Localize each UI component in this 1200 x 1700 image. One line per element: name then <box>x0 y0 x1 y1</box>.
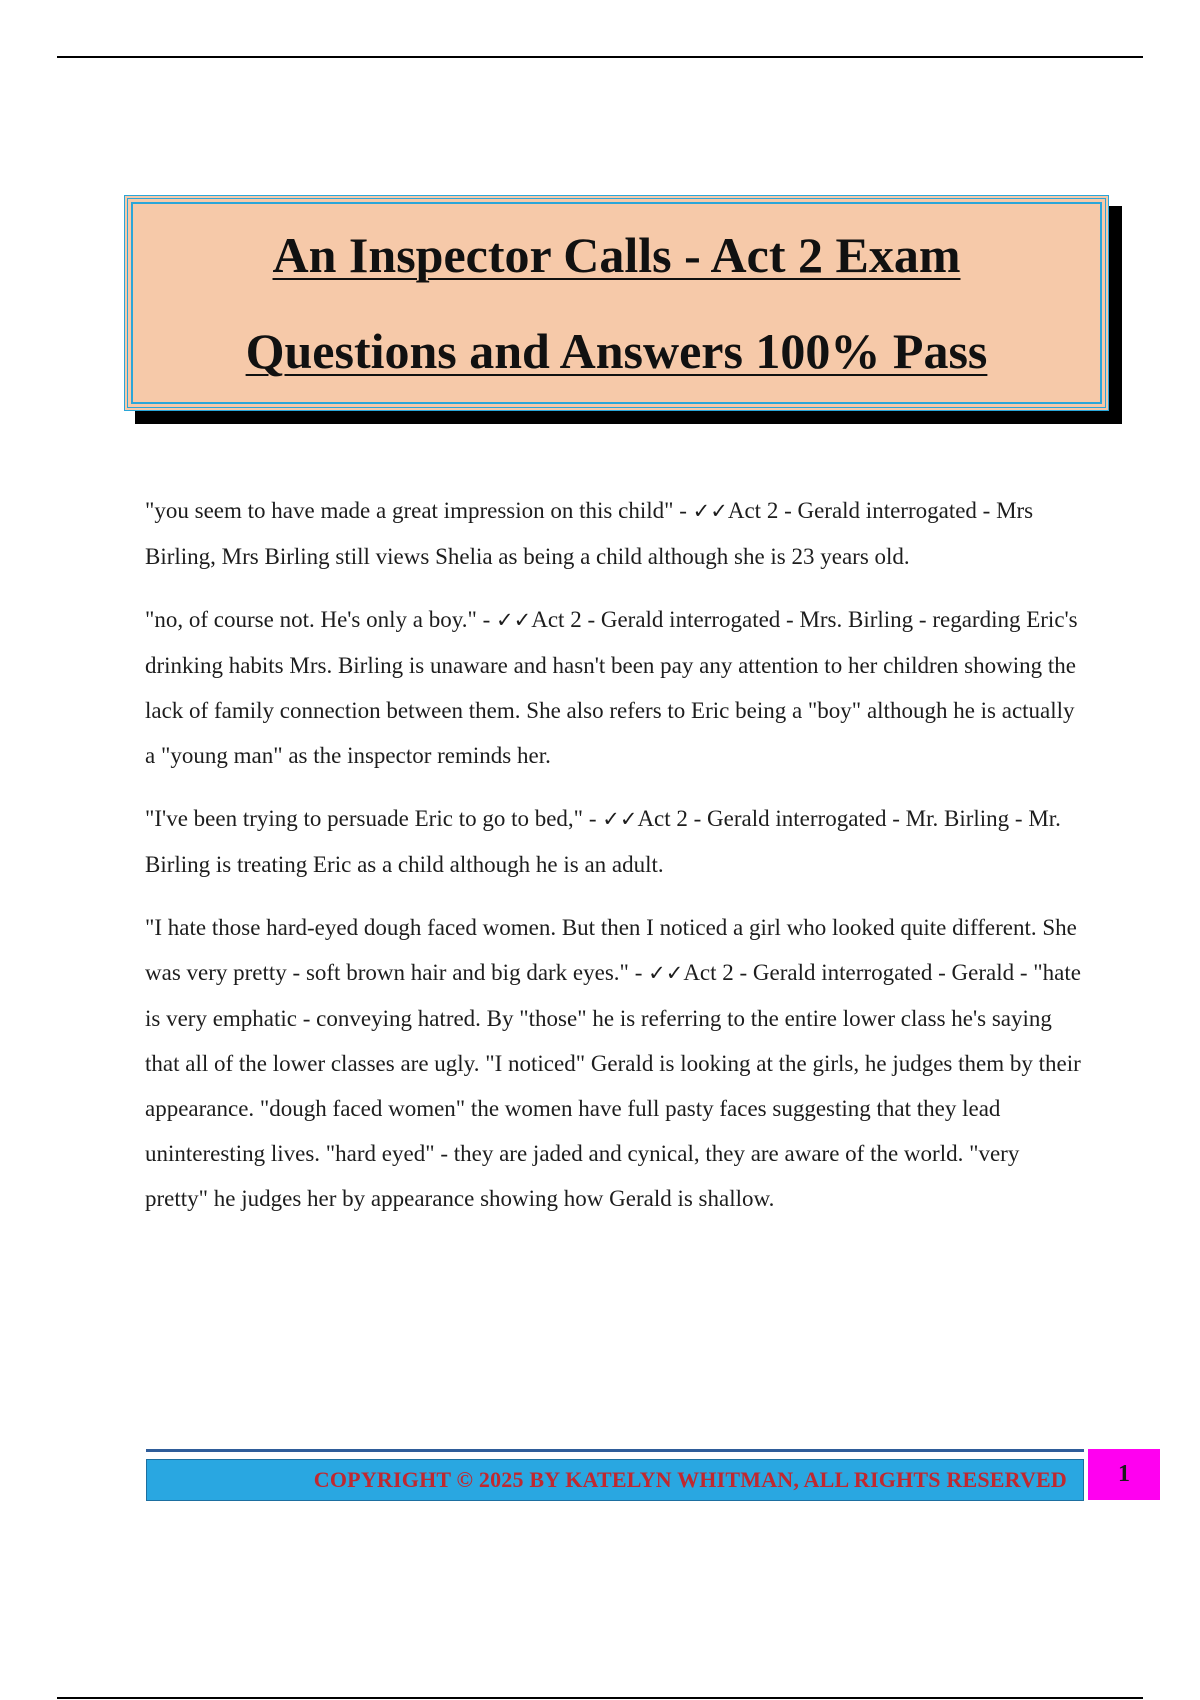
page-number-box <box>1088 1449 1160 1500</box>
qa-answer: Act 2 - Gerald interrogated - Mr. Birling - Mr. Birling is treating Eric as a child although he is an adult. <box>145 806 1061 877</box>
qa-prompt: "you seem to have made a great impression on this child" - <box>145 498 693 523</box>
qa-list <box>145 488 1085 1239</box>
footer-bar <box>146 1459 1084 1501</box>
qa-entry <box>145 905 1085 1221</box>
check-icon: ✓✓ <box>648 961 684 985</box>
qa-prompt: "no, of course not. He's only a boy." - <box>145 607 497 632</box>
qa-answer: Act 2 - Gerald interrogated - Mrs Birling, Mrs Birling still views Shelia as being a child although she is 23 years old. <box>145 498 1034 569</box>
title-box <box>124 195 1109 411</box>
check-icon: ✓✓ <box>602 807 638 831</box>
document-title-line-2: Questions and Answers 100% Pass <box>245 323 988 379</box>
document-title-line-1: An Inspector Calls - Act 2 Exam <box>272 227 961 283</box>
qa-entry <box>145 796 1085 887</box>
qa-prompt: "I hate those hard-eyed dough faced women. But then I noticed a girl who looked quite different. She was very pretty - soft brown hair and big dark eyes." - <box>145 915 1077 985</box>
bottom-rule <box>57 1697 1143 1699</box>
qa-answer: Act 2 - Gerald interrogated - Mrs. Birling - regarding Eric's drinking habits Mrs. Birling is unaware and hasn't been pay any attention to her children showing the lack of family connection between them. She also refers to Eric being a "boy" although he is actually a "young man" as the inspector reminds her. <box>145 607 1078 768</box>
copyright-notice: COPYRIGHT © 2025 BY KATELYN WHITMAN, ALL RIGHTS RESERVED <box>313 1467 1067 1492</box>
footer-rule <box>146 1449 1084 1452</box>
qa-entry <box>145 597 1085 778</box>
check-icon: ✓✓ <box>692 499 728 523</box>
qa-prompt: "I've been trying to persuade Eric to go to bed," - <box>145 806 603 831</box>
qa-entry <box>145 488 1085 579</box>
check-icon: ✓✓ <box>496 608 532 632</box>
qa-answer: Act 2 - Gerald interrogated - Gerald - "hate is very emphatic - conveying hatred. By "those" he is referring to the entire lower class he's saying that all of the lower classes are ugly. "I noticed" Gerald is looking at the girls, he judges them by their appearance. "dough faced women" the women have full pasty faces suggesting that they lead uninteresting lives. "hard eyed" - they are jaded and cynical, they are aware of the world. "very pretty" he judges her by appearance showing how Gerald is shallow. <box>145 960 1081 1211</box>
top-rule <box>57 56 1143 58</box>
page-number: 1 <box>1118 1461 1130 1487</box>
